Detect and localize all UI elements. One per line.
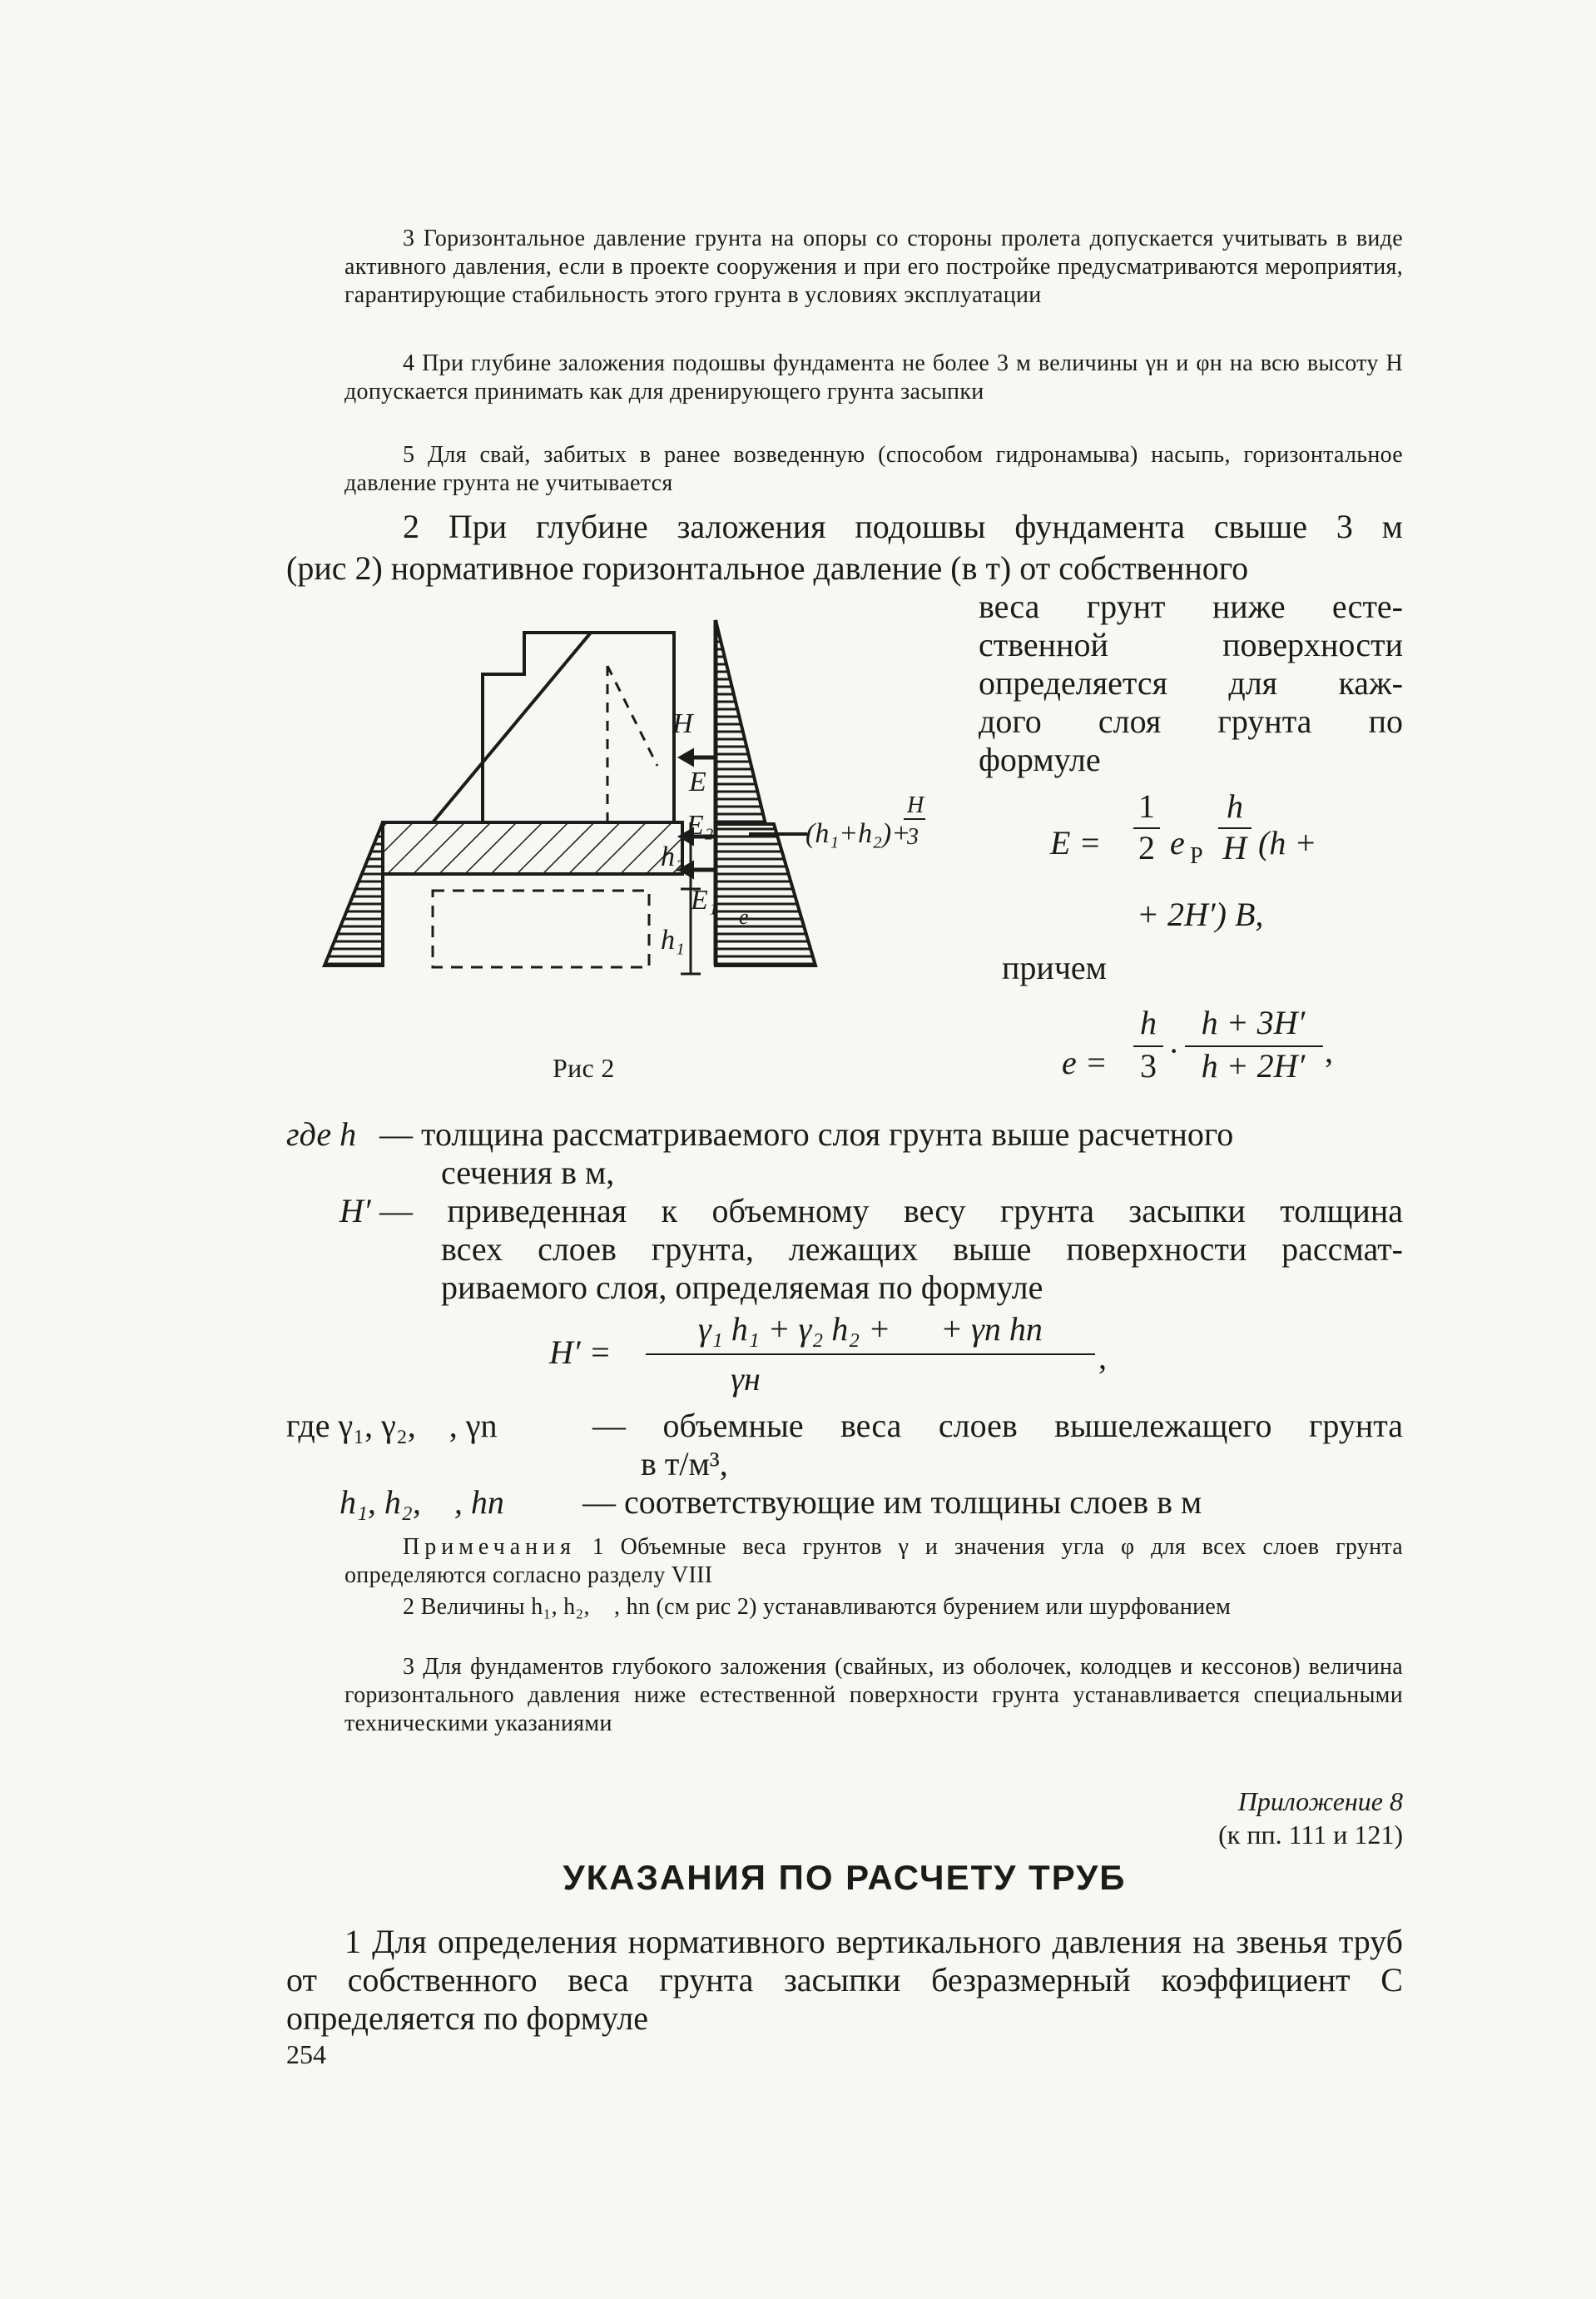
label-formula: (h₁+h₂)+	[805, 818, 911, 849]
label-h2: h₂	[661, 842, 685, 872]
def-Hp-line2: всех слоев грунта, лежащих выше поверхности рассмат-	[441, 1230, 1403, 1268]
right-col-line-5: формуле	[979, 741, 1101, 778]
def-h-line1: — толщина рассматриваемого слоя грунта выше расчетного	[379, 1115, 1234, 1153]
section2-line1: 2 При глубине заложения подошвы фундамента свыше 3 м	[403, 508, 1403, 545]
def-gamma-term: где γ₁, γ₂, , γn	[286, 1407, 498, 1444]
right-col-line-3: определяется для каж-	[979, 664, 1403, 702]
note-5: 5 Для свай, забитых в ранее возведенную (способом гидронамыва) насыпь, горизонтальное давление грунта не учитывается	[344, 442, 1403, 496]
label-h1: h₁	[661, 925, 685, 956]
label-E1: E₁	[691, 885, 718, 916]
label-e: e	[739, 905, 749, 929]
label-E2: E₂	[686, 810, 714, 841]
figure-2-diagram	[308, 616, 974, 1015]
def-Hp-line1: — приведенная к объемному весу грунта засыпки толщина	[379, 1192, 1403, 1229]
def-h-list-line: — соответствующие им толщины слоев в м	[582, 1483, 1202, 1521]
right-col-line-2: ственной поверхности	[979, 626, 1403, 663]
label-H-num: H	[907, 792, 924, 818]
def-gamma-line2: в т/м³,	[641, 1445, 728, 1482]
notes-label: Примечания	[403, 1534, 577, 1560]
note-b3: 3 Для фундаментов глубокого заложения (свайных, из оболочек, колодцев и кессонов) величина горизонтального давления ниже естественной поверхности грунта устанавливается специальными техническими указаниями	[344, 1654, 1403, 1736]
note-4: 4 При глубине заложения подошвы фундамента не более 3 м величины γн и φн на всю высоту H допускается принимать как для дренирующего грунта засыпки	[344, 350, 1403, 405]
def-h-list-term: h₁, h₂, , hn	[340, 1483, 504, 1521]
def-gamma-line1: — объемные веса слоев вышележащего грунта	[592, 1407, 1403, 1444]
def-Hp-term: H′	[340, 1192, 371, 1229]
foundation-slab	[383, 822, 682, 874]
def-h-line2: сечения в м,	[441, 1154, 615, 1191]
note-3: 3 Горизонтальное давление грунта на опоры со стороны пролета допускается учитывать в виде активного давления, если в проекте сооружения и при его постройке предусматриваются мероприятия, гарантирующие стабильность этого грунта в условиях эксплуатации	[344, 226, 1403, 308]
section2-line2: (рис 2) нормативное горизонтальное давление (в т) от собственного	[286, 549, 1249, 587]
prichem: причем	[1002, 949, 1107, 986]
page-number: 254	[286, 2039, 326, 2069]
note-b1: Примечания 1 Объемные веса грунтов γ и значения угла φ для всех слоев грунта определяются согласно разделу VIII	[344, 1534, 1403, 1588]
note-b2: 2 Величины h₁, h₂, , hn (см рис 2) устанавливаются бурением или шурфованием	[403, 1594, 1232, 1620]
section-heading: УКАЗАНИЯ ПО РАСЧЕТУ ТРУБ	[563, 1858, 1127, 1897]
def-h-term: где h	[286, 1115, 357, 1153]
def-Hp-line3: риваемого слоя, определяемая по формуле	[441, 1269, 1043, 1306]
right-col-line-1: веса грунт ниже есте-	[979, 588, 1403, 625]
label-H: H	[672, 708, 693, 739]
label-H-den: 3	[907, 824, 919, 850]
pressure-diagram-upper	[716, 620, 766, 824]
left-pressure-wedge	[325, 822, 383, 966]
right-col-line-4: дого слоя грунта по	[979, 703, 1403, 740]
pressure-diagram-lower	[716, 824, 815, 966]
label-E: E	[689, 767, 706, 797]
figure-caption: Рис 2	[553, 1053, 615, 1083]
appendix-ref: (к пп. 111 и 121)	[1218, 1820, 1403, 1850]
appendix-label: Приложение 8	[1237, 1786, 1403, 1816]
final-paragraph: 1 Для определения нормативного вертикального давления на звенья труб от собственного веса грунта засыпки безразмерный коэффициент C определяется по формуле	[286, 1923, 1403, 2037]
